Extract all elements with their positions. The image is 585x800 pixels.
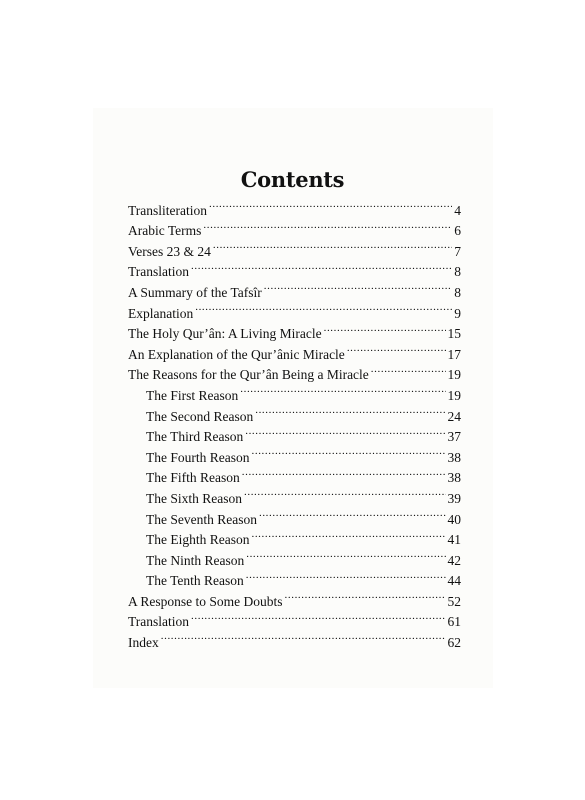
toc-entry-label: The Ninth Reason bbox=[146, 552, 245, 568]
toc-entry-label: An Explanation of the Qur’ânic Miracle bbox=[128, 346, 345, 362]
toc-leader-dots bbox=[252, 441, 446, 462]
toc-entry-label: The Third Reason bbox=[146, 429, 244, 445]
toc-leader-dots bbox=[324, 318, 446, 339]
page-title: Contents bbox=[240, 167, 345, 192]
toc-entry-page: 38 bbox=[447, 470, 461, 486]
toc-leader-dots bbox=[251, 524, 445, 545]
toc-entry-page: 8 bbox=[454, 284, 461, 300]
toc-entry-label: The Holy Qur’ân: A Living Miracle bbox=[128, 326, 322, 342]
toc-entry-label: The Reasons for the Qur’ân Being a Miracle bbox=[128, 367, 369, 383]
toc-entry-page: 4 bbox=[454, 202, 461, 218]
toc-entry-label: Explanation bbox=[128, 305, 194, 321]
toc-entry-page: 61 bbox=[447, 614, 461, 630]
toc-entry[interactable] bbox=[128, 626, 461, 651]
toc-leader-dots bbox=[347, 338, 446, 359]
toc-entry-page: 17 bbox=[447, 346, 461, 362]
toc-entry-label: Verses 23 & 24 bbox=[128, 243, 211, 259]
toc-entry-label: Translation bbox=[128, 614, 190, 630]
toc-leader-dots bbox=[285, 585, 446, 606]
toc-leader-dots bbox=[246, 565, 446, 586]
toc-entry-page: 39 bbox=[447, 490, 461, 506]
toc-leader-dots bbox=[242, 462, 446, 483]
toc-entry-label: The Fourth Reason bbox=[146, 449, 250, 465]
toc-entry-label: A Summary of the Tafsîr bbox=[128, 284, 262, 300]
toc-entry-label: Translation bbox=[128, 264, 190, 280]
toc-entry-page: 8 bbox=[454, 264, 461, 280]
toc-entry-page: 7 bbox=[454, 243, 461, 259]
toc-entry[interactable] bbox=[128, 194, 461, 218]
toc-leader-dots bbox=[195, 297, 452, 318]
toc-entry-page: 15 bbox=[447, 326, 461, 342]
toc-entry-page: 42 bbox=[447, 552, 461, 568]
toc-entry-label: The Tenth Reason bbox=[146, 573, 244, 589]
toc-leader-dots bbox=[213, 235, 452, 256]
toc-entry-label: The Second Reason bbox=[146, 408, 254, 424]
toc-entry-label: Transliteration bbox=[128, 202, 207, 218]
toc-entry-label: The Fifth Reason bbox=[146, 470, 240, 486]
table-of-contents bbox=[128, 194, 461, 651]
toc-entry-page: 6 bbox=[454, 223, 461, 239]
toc-entry-page: 62 bbox=[447, 635, 461, 651]
toc-leader-dots bbox=[209, 194, 452, 215]
toc-leader-dots bbox=[264, 276, 452, 297]
toc-leader-dots bbox=[246, 544, 445, 565]
toc-entry-page: 44 bbox=[447, 573, 461, 589]
toc-entry-label: A Response to Some Doubts bbox=[128, 593, 283, 609]
toc-entry-page: 19 bbox=[447, 387, 461, 403]
toc-entry-page: 41 bbox=[447, 532, 461, 548]
toc-leader-dots bbox=[161, 626, 446, 647]
toc-leader-dots bbox=[244, 482, 446, 503]
toc-leader-dots bbox=[255, 400, 445, 421]
toc-leader-dots bbox=[245, 421, 445, 442]
toc-entry-page: 40 bbox=[447, 511, 461, 527]
toc-leader-dots bbox=[191, 606, 445, 627]
toc-leader-dots bbox=[191, 256, 452, 277]
toc-leader-dots bbox=[259, 503, 446, 524]
toc-entry-label: Arabic Terms bbox=[128, 223, 202, 239]
toc-entry-page: 38 bbox=[447, 449, 461, 465]
toc-leader-dots bbox=[371, 359, 446, 380]
toc-entry-label: The Seventh Reason bbox=[146, 511, 257, 527]
toc-entry-page: 24 bbox=[447, 408, 461, 424]
toc-entry-page: 52 bbox=[447, 593, 461, 609]
toc-leader-dots bbox=[240, 379, 445, 400]
toc-entry-label: The Eighth Reason bbox=[146, 532, 250, 548]
toc-entry-label: The Sixth Reason bbox=[146, 490, 242, 506]
toc-leader-dots bbox=[203, 215, 452, 236]
toc-entry-page: 19 bbox=[447, 367, 461, 383]
toc-entry-page: 9 bbox=[454, 305, 461, 321]
toc-entry-page: 37 bbox=[447, 429, 461, 445]
toc-entry-label: The First Reason bbox=[146, 387, 239, 403]
toc-entry-label: Index bbox=[128, 635, 159, 651]
